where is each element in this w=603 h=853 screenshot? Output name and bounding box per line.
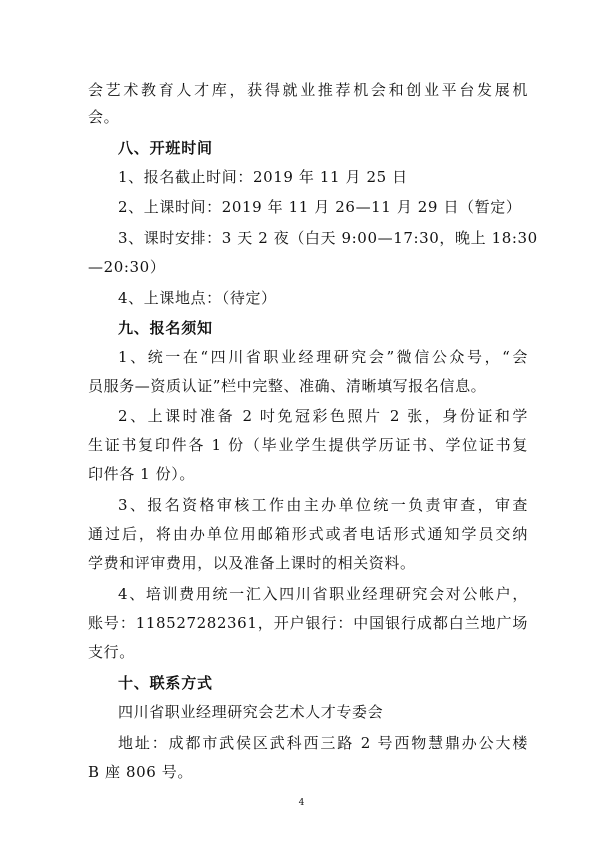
section-heading-8: 八、开班时间 — [118, 139, 213, 157]
paragraph-line-2: 会。 — [88, 108, 120, 126]
list-item-deadline: 1、报名截止时间：2019 年 11 月 25 日 — [118, 168, 408, 186]
notice-item-4-end: 支行。 — [88, 643, 135, 661]
list-item-class-time: 2、上课时间：2019 年 11 月 26—11 月 29 日（暂定） — [118, 198, 522, 216]
notice-item-4-cont: 账号：118527282361，开户银行：中国银行成都白兰地广场 — [88, 614, 528, 632]
notice-item-2-end: 印件各 1 份）。 — [88, 465, 195, 483]
notice-item-2-cont: 生证书复印件各 1 份（毕业学生提供学历证书、学位证书复 — [88, 436, 528, 454]
section-heading-9: 九、报名须知 — [118, 319, 213, 337]
notice-item-1-cont: 员服务—资质认证”栏中完整、准确、清晰填写报名信息。 — [88, 377, 487, 395]
notice-item-3: 3、报名资格审核工作由主办单位统一负责审查，审查 — [118, 496, 528, 514]
list-item-schedule-cont: —20:30） — [88, 258, 166, 276]
notice-item-1: 1、统一在“四川省职业经理研究会”微信公众号，“会 — [118, 348, 528, 366]
section-heading-10: 十、联系方式 — [118, 674, 213, 692]
paragraph-line-1: 会艺术教育人才库，获得就业推荐机会和创业平台发展机 — [88, 81, 528, 99]
contact-address-cont: B 座 806 号。 — [88, 763, 193, 781]
notice-item-3-cont: 通过后，将由办单位用邮箱形式或者电话形式通知学员交纳 — [88, 525, 528, 543]
list-item-location: 4、上课地点：（待定） — [118, 289, 277, 307]
contact-address: 地址：成都市武侯区武科西三路 2 号西物慧鼎办公大楼 — [118, 734, 528, 752]
notice-item-3-end: 学费和评审费用，以及准备上课时的相关资料。 — [88, 554, 416, 572]
notice-item-2: 2、上课时准备 2 吋免冠彩色照片 2 张，身份证和学 — [118, 407, 528, 425]
list-item-schedule: 3、课时安排：3 天 2 夜（白天 9:00—17:30，晚上 18:30 — [118, 229, 538, 247]
contact-organization: 四川省职业经理研究会艺术人才专委会 — [118, 703, 384, 721]
notice-item-4: 4、培训费用统一汇入四川省职业经理研究会对公帐户， — [118, 585, 528, 603]
page-number: 4 — [298, 798, 305, 808]
